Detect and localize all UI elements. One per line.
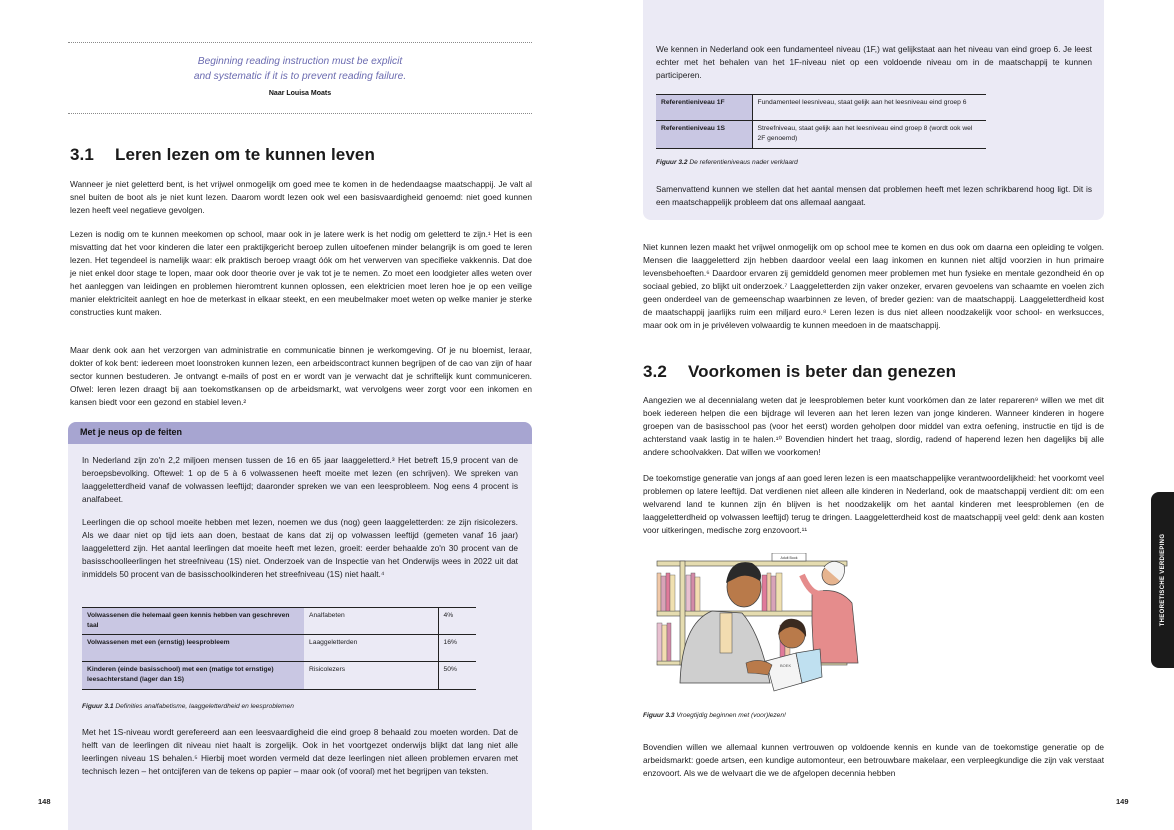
chapter-side-tab[interactable] xyxy=(1151,492,1174,668)
literacy-definitions-table xyxy=(82,607,476,690)
table-cell-term: Risicolezers xyxy=(304,662,438,690)
figure-3-3-caption xyxy=(643,712,786,719)
section-title: Leren lezen om te kunnen leven xyxy=(115,145,375,164)
table-cell-description: Kinderen (einde basisschool) met een (matige tot ernstige) leesachterstand (lager dan 1S) xyxy=(82,662,304,690)
paragraph: Aangezien we al decennialang weten dat je leesproblemen beter kunt voorkómen dan ze later repareren⁹ willen we met dit boek iedereen helpen die een bijdrage wil leveren aan het leren lezen van jonge kinderen. Wanneer kinderen in hogere groepen van de basisschool pas (voor het eerst) worden geholpen door middel van extra oefening, instructie en tijd is de achterstand vaak lastig in te halen.¹⁰ Bovendien hindert het traag, slordig, radend of haperend lezen hen dagelijks bij alle andere schoolvakken. Dat willen we voorkomen! xyxy=(643,395,1104,457)
box-paragraph: Samenvattend kunnen we stellen dat het aantal mensen dat problemen heeft met lezen schrikbarend hoog ligt. Dit is een maatschappelijk probleem dat ons allemaal aangaat. xyxy=(656,184,1092,207)
continued-facts-box xyxy=(643,0,1104,220)
table-cell-label: Referentieniveau 1S xyxy=(656,121,752,149)
table-row xyxy=(82,662,476,690)
girl-illustration xyxy=(778,619,806,648)
reference-levels-table xyxy=(656,94,986,149)
section-number: 3.1 xyxy=(70,145,94,164)
section-heading-3-1 xyxy=(70,145,375,165)
caption-text: Vroegtijdig beginnen met (voor)lezen! xyxy=(676,712,786,719)
paragraph: Bovendien willen we allemaal kunnen vertrouwen op voldoende kennis en kunde van de toekomstige generatie op de arbeidsmarkt: goede artsen, een kundige automonteur, een betrouwbare makelaar, een verpleegkundige die zijn vak verstaat enzovoort. Als we de welvaart die we de afgelopen decennia hebben xyxy=(643,742,1104,778)
table-row xyxy=(82,635,476,662)
section-heading-3-2 xyxy=(643,362,956,382)
table-cell-description: Fundamenteel leesniveau, staat gelijk aan het leesniveau eind groep 6 xyxy=(752,95,986,121)
table-row xyxy=(656,121,986,149)
quote-line-2: and systematic if it is to prevent reading failure. xyxy=(193,71,407,82)
paragraph: Wanneer je niet geletterd bent, is het vrijwel onmogelijk om goed mee te komen in de hedendaagse maatschappij. Je valt al snel buiten de boot als je niet kunt lezen. Daarom wordt lezen ook wel een basisvaardigheid genoemd: niet goed kunnen lezen heeft veel negatieve gevolgen. xyxy=(70,179,532,215)
epigraph-quote xyxy=(68,54,532,84)
facts-box-title: Met je neus op de feiten xyxy=(68,422,532,444)
table-row xyxy=(82,608,476,635)
quote-author: Naar Louisa Moats xyxy=(268,90,332,97)
table-cell-description: Volwassenen met een (ernstig) leesprobleem xyxy=(82,635,304,662)
section-title: Voorkomen is beter dan genezen xyxy=(688,362,957,381)
right-page xyxy=(587,0,1174,830)
figure-3-1-caption xyxy=(82,703,294,710)
shelf-sign-text: Adult Book xyxy=(780,556,798,560)
quote-line-1: Beginning reading instruction must be explicit xyxy=(197,56,403,67)
section-number: 3.2 xyxy=(643,362,667,381)
facts-box xyxy=(68,422,532,830)
table-cell-term: Laaggeletterden xyxy=(304,635,438,662)
page-number-left: 148 xyxy=(38,797,51,806)
table-row xyxy=(656,95,986,121)
page-number-right: 149 xyxy=(1116,797,1129,806)
paragraph: De toekomstige generatie van jongs af aan goed leren lezen is een maatschappelijke verantwoordelijkheid: het voorkomt veel problemen op latere leeftijd. Dat verdienen niet alleen alle kinderen in Nederland, ook de maatschappij verdient dit: om een welvarend land te kunnen zijn én blijven is het noodzakelijk om het aantal kinderen met leesproblemen (en de laaggeletterdheid op volwassen leeftijd) terug te dringen. Laaggeletterdheid kost de maatschappij veel geld: denk aan kosten voor uitkeringen, medische zorg enzovoort.¹¹ xyxy=(643,473,1104,535)
table-cell-percent: 4% xyxy=(438,608,476,635)
book-title-text: BOEK xyxy=(780,663,792,668)
caption-label: Figuur 3.2 xyxy=(656,159,688,166)
caption-label: Figuur 3.1 xyxy=(82,703,114,710)
facts-paragraph: Leerlingen die op school moeite hebben met lezen, noemen we dus (nog) geen laaggeletterden: ze zijn risicolezers. Als we daar niet op tijd iets aan doen, bestaat de kans dat zij op volwassen leeftijd (gemeten vanaf 16 jaar) laaggeletterd zijn. Het aantal leerlingen dat moeite heeft met lezen, groeit: eerder behaalde zo'n 30 procent van de basisschoolleerlingen het streefniveau (1S) niet. Onderzoek van de Inspectie van het Onderwijs wees in 2022 uit dat inmiddels 50 procent van de basisschoolkinderen het streefniveau (1S) niet haalt.⁴ xyxy=(82,517,518,579)
table-cell-description: Volwassenen die helemaal geen kennis hebben van geschreven taal xyxy=(82,608,304,635)
table-cell-description: Streefniveau, staat gelijk aan het leesniveau eind groep 8 (wordt ook wel 2F genoemd) xyxy=(752,121,986,149)
table-cell-percent: 50% xyxy=(438,662,476,690)
table-cell-percent: 16% xyxy=(438,635,476,662)
caption-text: De referentieniveaus nader verklaard xyxy=(689,159,798,166)
paragraph: Niet kunnen lezen maakt het vrijwel onmogelijk om op school mee te komen en dus ook om daarna een opleiding te volgen. Mensen die laaggeletterd zijn hebben daardoor veelal een laag inkomen en kunnen niet altijd voorzien in hun primaire levensbehoeften.⁶ Daardoor ervaren zij gemiddeld genomen meer problemen met hun fysieke en mentale gezondheid én op sociaal gebied, zo blijkt uit onderzoek.⁷ Laaggeletterden zijn vaker onzeker, ervaren gevoelens van schaamte en voelen zich geen onderdeel van de gemeenschap waarbinnen ze leven, of breder gezien: van de maatschappij. Laaggeletterdheid kost de maatschappij jaarlijks ruim een miljard euro.⁸ Leren lezen is dus niet alleen noodzakelijk voor school- en werksucces, maar ook om in je privéleven volwaardig te kunnen meedoen in de maatschappij. xyxy=(643,242,1104,330)
paragraph: Lezen is nodig om te kunnen meekomen op school, maar ook in je latere werk is het nodig om geletterd te zijn.¹ Het is een misvatting dat het voor kinderen die later een praktijkgericht beroep zullen uitoefenen minder belangrijk is om goed te leren lezen. Het tegendeel is namelijk waar: elk praktisch beroep vraagt óók om het verwerven van specifieke vakkennis. Dat doe je niet enkel door stage te lopen, maar ook door theorie over je vak tot je te nemen. Zo moet een loodgieter alles weten over het aanleggen van leidingen en problemen hieromtrent kunnen oplossen, een elektricien moet leren hoe je op een veilige manier elektriciteit aanlegt en hoe de meterkast in elkaar steekt, en een meubelmaker moet weten op welke manier je sterke constructies kunt maken. xyxy=(70,229,532,317)
table-cell-term: Analfabeten xyxy=(304,608,438,635)
reading-illustration xyxy=(652,553,878,693)
table-cell-label: Referentieniveau 1F xyxy=(656,95,752,121)
quote-divider-top xyxy=(68,42,532,43)
facts-paragraph: Met het 1S-niveau wordt gerefereerd aan een leesvaardigheid die eind groep 8 behaald zou moeten worden. Dat de helft van de leerlingen dit niveau niet haalt is zorgelijk. Ook in het voortgezet onderwijs blijkt dat lang niet alle leerlingen niveau 1S behalen.⁵ Hierbij moet worden vermeld dat deze leerlingen niet alleen problemen ervaren met technisch lezen – het ontcijferen van de tekens op papier – maar ook (of vooral) met het begrijpen van teksten. xyxy=(82,727,518,776)
facts-paragraph: In Nederland zijn zo'n 2,2 miljoen mensen tussen de 16 en 65 jaar laaggeletterd.³ Het betreft 15,9 procent van de beroepsbevolking. Oftewel: 1 op de 5 à 6 volwassenen heeft moeite met lezen (en schrijven). We spreken van laaggeletterdheid vanaf de volwassen leeftijd; daaronder spreken we van een leesprobleem. Nog eens 4 procent is analfabeet. xyxy=(82,455,518,504)
caption-text: Definities analfabetisme, laaggeletterdheid en leesproblemen xyxy=(115,703,294,710)
paragraph: Maar denk ook aan het verzorgen van administratie en communicatie binnen je werkomgeving. Of je nu bloemist, leraar, dokter of kok bent: iedereen moet loonstroken kunnen lezen, een arbeidscontract kunnen begrijpen of de cao van zijn of haar sector kunnen bestuderen. Je ontvangt e-mails of post en er wordt van je verwacht dat je schriftelijk kunt communiceren. Ofwel: leren lezen draagt bij aan toekomstkansen op de arbeidsmarkt, wat vervolgens weer zorgt voor een inkomen en kansen biedt voor een gezond en stabiel leven.² xyxy=(70,345,532,407)
side-tab-label: THEORETISCHE VERDIEPING xyxy=(1159,533,1166,627)
caption-label: Figuur 3.3 xyxy=(643,712,675,719)
box-paragraph: We kennen in Nederland ook een fundamenteel niveau (1F,) wat gelijkstaat aan het niveau van eind groep 6. Je leest echter met het behalen van het 1F-niveau niet op een voldoende niveau om in de maatschappij te kunnen participeren. xyxy=(656,44,1092,80)
quote-divider-bottom xyxy=(68,113,532,114)
figure-3-2-caption xyxy=(656,159,798,166)
